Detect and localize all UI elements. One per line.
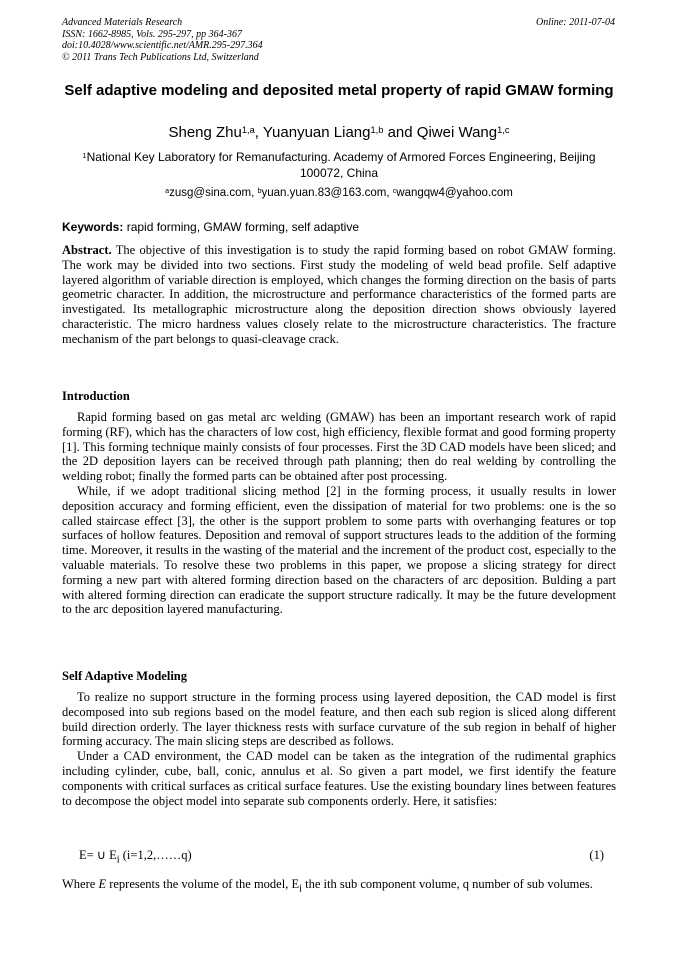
- where-var-e: E: [98, 877, 107, 891]
- introduction-heading: Introduction: [62, 389, 130, 403]
- author-sup: 1,b: [370, 124, 384, 135]
- paragraph: To realize no support structure in the forming process using layered deposition, the CAD model is first decomposed into sub regions based on the model feature, and then each sub region is sliced along different build direction orderly. The layer thickness rests with surface curvature of the sub region in behalf of higher forming accuracy. The main slicing steps are described as follows.: [62, 690, 616, 749]
- keywords-text: rapid forming, GMAW forming, self adaptive: [126, 220, 360, 234]
- keywords: [62, 220, 616, 235]
- self-adaptive-heading: Self Adaptive Modeling: [62, 669, 188, 683]
- online-date: Online: 2011-07-04: [536, 17, 615, 28]
- affiliation: [62, 150, 616, 181]
- doi-line: doi:10.4028/www.scientific.net/AMR.295-297.364: [62, 40, 263, 51]
- paragraph: Under a CAD environment, the CAD model can be taken as the integration of the rudimental graphics including cylinder, cube, ball, conic, annulus et al. So given a part model, we first identify the feature components with critical surfaces as critical surface features. Use the existing boundary lines between features to decompose the object model into separate sub components orderly. Here, it satisfies:: [62, 749, 616, 808]
- author-name: Qiwei Wang: [416, 124, 498, 141]
- author-and: and: [383, 124, 417, 141]
- paper-title: Self adaptive modeling and deposited metal property of rapid GMAW forming: [64, 82, 614, 99]
- email-sup: c: [392, 186, 397, 195]
- email-sup: a: [165, 186, 170, 195]
- author-separator: ,: [254, 124, 263, 141]
- equation-subscript: i: [116, 854, 120, 866]
- where-mid1: represents the volume of the model, E: [106, 877, 300, 891]
- copyright-line: © 2011 Trans Tech Publications Ltd, Switzerland: [62, 51, 259, 63]
- abstract-label: Abstract.: [62, 243, 112, 257]
- where-prefix: Where: [62, 877, 99, 891]
- author-name: Yuanyuan Liang: [262, 124, 371, 141]
- abstract: [62, 243, 616, 347]
- equation-number: (1): [589, 848, 604, 862]
- equation-expression: [79, 848, 192, 868]
- introduction-section: [62, 410, 616, 617]
- email-link[interactable]: yuan.yuan.83@163.com: [261, 187, 387, 199]
- author-list: [62, 124, 616, 142]
- email-link[interactable]: wangqw4@yahoo.com: [396, 187, 513, 199]
- email-link[interactable]: zusg@sina.com: [169, 187, 252, 199]
- where-mid2: the ith sub component volume, q number of sub volumes.: [301, 877, 593, 891]
- author-sup: 1,c: [497, 124, 510, 135]
- equation-rhs: (i=1,2,……q): [119, 848, 192, 862]
- abstract-text: The objective of this investigation is to study the rapid forming based on robot GMAW forming. The work may be divided into two sections. First study the modeling of weld bead profile. Self adaptive layered algorithm of variable direction is employed, which changes the forming direction on the basis of parts geometric character. In addition, the microstructure and performance characteristics of the formed parts are investigated. Its metallographic microstructure along the deposition direction shows obviously layered characteristic. The micro hardness values closely relate to the microstructure characteristics. The fracture mechanism of the part belongs to quasi-cleavage crack.: [62, 243, 616, 346]
- self-adaptive-section: [62, 690, 616, 808]
- paragraph: Rapid forming based on gas metal arc welding (GMAW) has been an important research work of rapid forming (RF), which has the characters of low cost, high efficiency, flexible format and good forming property [1]. This forming technique mainly consists of four processes. First the 3D CAD models have been sliced; and the 2D deposition layers can be received through path planning; then do real welding by controlling the welding robot; finally the formed parts can be obtained after post processing.: [62, 410, 617, 484]
- paragraph: While, if we adopt traditional slicing method [2] in the forming process, it usually results in lower deposition accuracy and forming efficient, even the dissipation of material for two problems: one is the so called staircase effect [3], the other is the support problem to some parts with overhanging features or top surfaces of hollow features. Deposition and removal of support structures leads to the addition of the forming time. Moreover, it results in the wasting of the material and the increment of the product cost, especially to the valuable materials. To resolve these two problems in this paper, we propose a slicing strategy for direct forming a new part with altered forming direction based on the characters of arc deposition. Bulding a part with altered forming direction can eradicate the support structure radically. It may be the future development to the arc deposition layered manufacturing.: [62, 483, 616, 617]
- email-list: $^a$zusg@sina.com, $^b$yuan.yuan.83@163.com, $^c$wangqw4@yahoo.com: [165, 186, 513, 199]
- email-sup: b: [257, 186, 262, 195]
- keywords-label: Keywords:: [62, 220, 124, 234]
- journal-header: [62, 17, 263, 63]
- affiliation-sup: 1: [82, 150, 87, 160]
- where-paragraph: [62, 877, 616, 897]
- author-sup: 1,a: [241, 124, 255, 135]
- equation-lhs: E= ∪ E: [79, 848, 117, 862]
- author-name: Sheng Zhu: [168, 124, 242, 141]
- journal-name: Advanced Materials Research: [62, 17, 183, 28]
- where-sub-i: i: [299, 883, 302, 895]
- issn-line: ISSN: 1662-8985, Vols. 295-297, pp 364-367: [62, 28, 242, 40]
- affiliation-text: National Key Laboratory for Remanufacturing. Academy of Armored Forces Engineering, Beijing 100072, China: [86, 150, 596, 180]
